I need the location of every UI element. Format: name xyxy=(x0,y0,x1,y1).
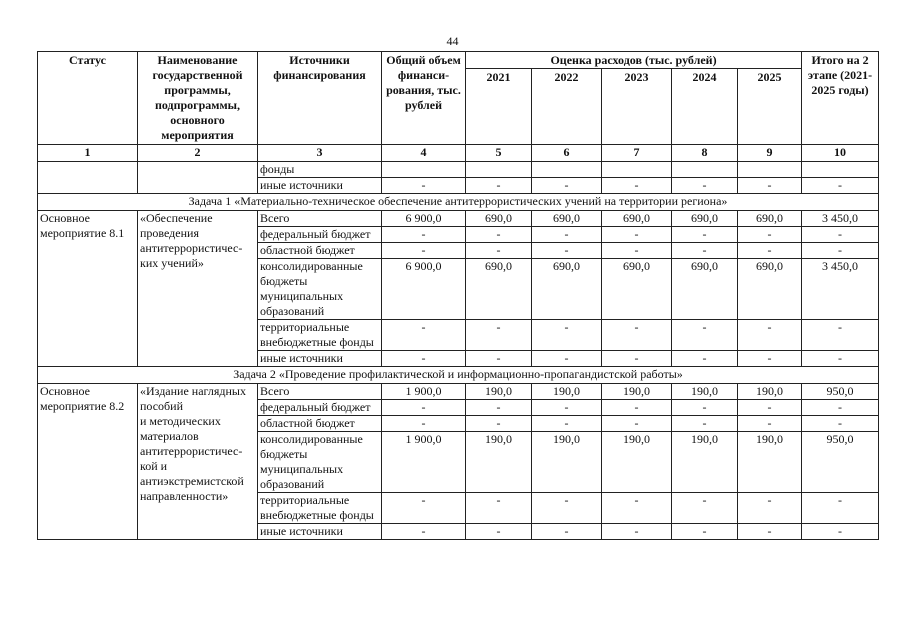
value-cell: 690,0 xyxy=(532,211,602,227)
value-cell: - xyxy=(602,416,672,432)
value-cell xyxy=(738,162,802,178)
source-label: Всего xyxy=(258,211,382,227)
column-number: 10 xyxy=(802,145,879,162)
value-cell: - xyxy=(802,416,879,432)
source-label: Всего xyxy=(258,384,382,400)
value-cell: - xyxy=(382,178,466,194)
value-cell: - xyxy=(466,320,532,351)
value-cell: - xyxy=(738,416,802,432)
value-cell: 690,0 xyxy=(602,211,672,227)
header-sources: Источники финансирования xyxy=(258,52,382,145)
value-cell: - xyxy=(672,243,738,259)
value-cell: 690,0 xyxy=(738,211,802,227)
value-cell: - xyxy=(738,400,802,416)
header-year: 2022 xyxy=(532,69,602,145)
page-number: 44 xyxy=(446,34,459,48)
column-number: 1 xyxy=(38,145,138,162)
value-cell: 690,0 xyxy=(672,211,738,227)
value-cell: 1 900,0 xyxy=(382,384,466,400)
source-label: иные источники xyxy=(258,351,382,367)
column-number: 3 xyxy=(258,145,382,162)
value-cell: 1 900,0 xyxy=(382,432,466,493)
value-cell: - xyxy=(532,493,602,524)
column-number: 8 xyxy=(672,145,738,162)
value-cell: - xyxy=(672,416,738,432)
value-cell: - xyxy=(466,416,532,432)
value-cell: - xyxy=(738,243,802,259)
table-row xyxy=(38,211,879,227)
header-estimate: Оценка расходов (тыс. рублей) xyxy=(466,52,802,69)
value-cell: - xyxy=(602,243,672,259)
value-cell: - xyxy=(672,227,738,243)
value-cell: - xyxy=(802,351,879,367)
value-cell xyxy=(602,162,672,178)
source-label: областной бюджет xyxy=(258,416,382,432)
value-cell: - xyxy=(602,178,672,194)
header-program: Наименование государственной программы, подпрограммы, основного мероприятия xyxy=(138,52,258,145)
value-cell: - xyxy=(738,320,802,351)
value-cell: - xyxy=(382,351,466,367)
task-title-row xyxy=(38,194,879,211)
value-cell: 190,0 xyxy=(466,384,532,400)
value-cell: - xyxy=(466,400,532,416)
empty-cell xyxy=(38,162,138,194)
value-cell: 190,0 xyxy=(532,384,602,400)
value-cell: 190,0 xyxy=(672,384,738,400)
source-label: федеральный бюджет xyxy=(258,400,382,416)
value-cell: - xyxy=(672,524,738,540)
value-cell: 690,0 xyxy=(466,211,532,227)
source-label: федеральный бюджет xyxy=(258,227,382,243)
value-cell xyxy=(672,162,738,178)
value-cell xyxy=(532,162,602,178)
value-cell: - xyxy=(532,320,602,351)
value-cell: - xyxy=(382,524,466,540)
column-number-row xyxy=(38,145,879,162)
header-year: 2025 xyxy=(738,69,802,145)
value-cell: - xyxy=(602,351,672,367)
table-row xyxy=(38,162,879,178)
column-number: 2 xyxy=(138,145,258,162)
value-cell: 6 900,0 xyxy=(382,211,466,227)
value-cell: - xyxy=(532,400,602,416)
budget-table xyxy=(37,51,879,540)
value-cell: - xyxy=(802,400,879,416)
value-cell: - xyxy=(802,493,879,524)
value-cell: - xyxy=(466,493,532,524)
value-cell xyxy=(382,162,466,178)
value-cell: - xyxy=(532,227,602,243)
empty-cell xyxy=(138,162,258,194)
source-label: иные источники xyxy=(258,178,382,194)
column-number: 6 xyxy=(532,145,602,162)
value-cell: - xyxy=(602,400,672,416)
value-cell xyxy=(802,162,879,178)
value-cell: - xyxy=(466,524,532,540)
value-cell: 690,0 xyxy=(466,259,532,320)
column-number: 7 xyxy=(602,145,672,162)
value-cell: - xyxy=(466,351,532,367)
value-cell: - xyxy=(802,243,879,259)
header-status: Статус xyxy=(38,52,138,145)
value-cell: - xyxy=(802,320,879,351)
value-cell: 190,0 xyxy=(738,432,802,493)
value-cell: - xyxy=(802,178,879,194)
header-year: 2024 xyxy=(672,69,738,145)
value-cell: - xyxy=(532,178,602,194)
activity-name: «Обеспечение проведения антитеррористичес- ких учений» xyxy=(138,211,258,367)
value-cell: 690,0 xyxy=(532,259,602,320)
value-cell: - xyxy=(738,493,802,524)
value-cell: 950,0 xyxy=(802,432,879,493)
value-cell: - xyxy=(738,524,802,540)
value-cell: - xyxy=(466,227,532,243)
value-cell: - xyxy=(738,351,802,367)
source-label: консолидированные бюджеты муниципальных образований xyxy=(258,432,382,493)
value-cell: - xyxy=(802,227,879,243)
value-cell: - xyxy=(532,524,602,540)
value-cell: - xyxy=(382,400,466,416)
source-label: фонды xyxy=(258,162,382,178)
value-cell: - xyxy=(382,320,466,351)
value-cell: - xyxy=(738,227,802,243)
value-cell: 690,0 xyxy=(672,259,738,320)
source-label: областной бюджет xyxy=(258,243,382,259)
source-label: территориальные внебюджетные фонды xyxy=(258,320,382,351)
value-cell: - xyxy=(382,493,466,524)
value-cell: - xyxy=(466,178,532,194)
header-total-volume: Общий объем финанси-рования, тыс. рублей xyxy=(382,52,466,145)
value-cell: 950,0 xyxy=(802,384,879,400)
activity-status: Основное мероприятие 8.1 xyxy=(38,211,138,367)
value-cell: 3 450,0 xyxy=(802,211,879,227)
value-cell: - xyxy=(602,524,672,540)
value-cell: - xyxy=(672,351,738,367)
value-cell: - xyxy=(532,416,602,432)
activity-name: «Издание наглядных пособий и методических материалов антитеррористичес- кой и антиэкстремистской направленности» xyxy=(138,384,258,540)
value-cell: - xyxy=(672,178,738,194)
value-cell: - xyxy=(602,493,672,524)
task-title: Задача 2 «Проведение профилактической и информационно-пропагандистской работы» xyxy=(38,367,879,384)
value-cell: - xyxy=(738,178,802,194)
header-stage-total: Итого на 2 этапе (2021-2025 годы) xyxy=(802,52,879,145)
value-cell: - xyxy=(672,493,738,524)
value-cell: 6 900,0 xyxy=(382,259,466,320)
value-cell xyxy=(466,162,532,178)
header-row xyxy=(38,52,879,69)
value-cell: - xyxy=(602,227,672,243)
value-cell: - xyxy=(382,243,466,259)
value-cell: 690,0 xyxy=(602,259,672,320)
value-cell: - xyxy=(672,400,738,416)
source-label: консолидированные бюджеты муниципальных образований xyxy=(258,259,382,320)
table-row xyxy=(38,384,879,400)
value-cell: 190,0 xyxy=(466,432,532,493)
source-label: территориальные внебюджетные фонды xyxy=(258,493,382,524)
value-cell: - xyxy=(382,227,466,243)
value-cell: 3 450,0 xyxy=(802,259,879,320)
task-title: Задача 1 «Материально-техническое обеспечение антитеррористических учений на территории региона» xyxy=(38,194,879,211)
value-cell: 190,0 xyxy=(672,432,738,493)
value-cell: 190,0 xyxy=(532,432,602,493)
value-cell: 190,0 xyxy=(602,432,672,493)
task-title-row xyxy=(38,367,879,384)
value-cell: 190,0 xyxy=(602,384,672,400)
value-cell: - xyxy=(672,320,738,351)
value-cell: - xyxy=(466,243,532,259)
value-cell: - xyxy=(802,524,879,540)
source-label: иные источники xyxy=(258,524,382,540)
value-cell: - xyxy=(532,243,602,259)
column-number: 9 xyxy=(738,145,802,162)
header-year: 2023 xyxy=(602,69,672,145)
value-cell: - xyxy=(382,416,466,432)
value-cell: - xyxy=(602,320,672,351)
column-number: 5 xyxy=(466,145,532,162)
value-cell: 690,0 xyxy=(738,259,802,320)
value-cell: - xyxy=(532,351,602,367)
header-year: 2021 xyxy=(466,69,532,145)
value-cell: 190,0 xyxy=(738,384,802,400)
activity-status: Основное мероприятие 8.2 xyxy=(38,384,138,540)
column-number: 4 xyxy=(382,145,466,162)
